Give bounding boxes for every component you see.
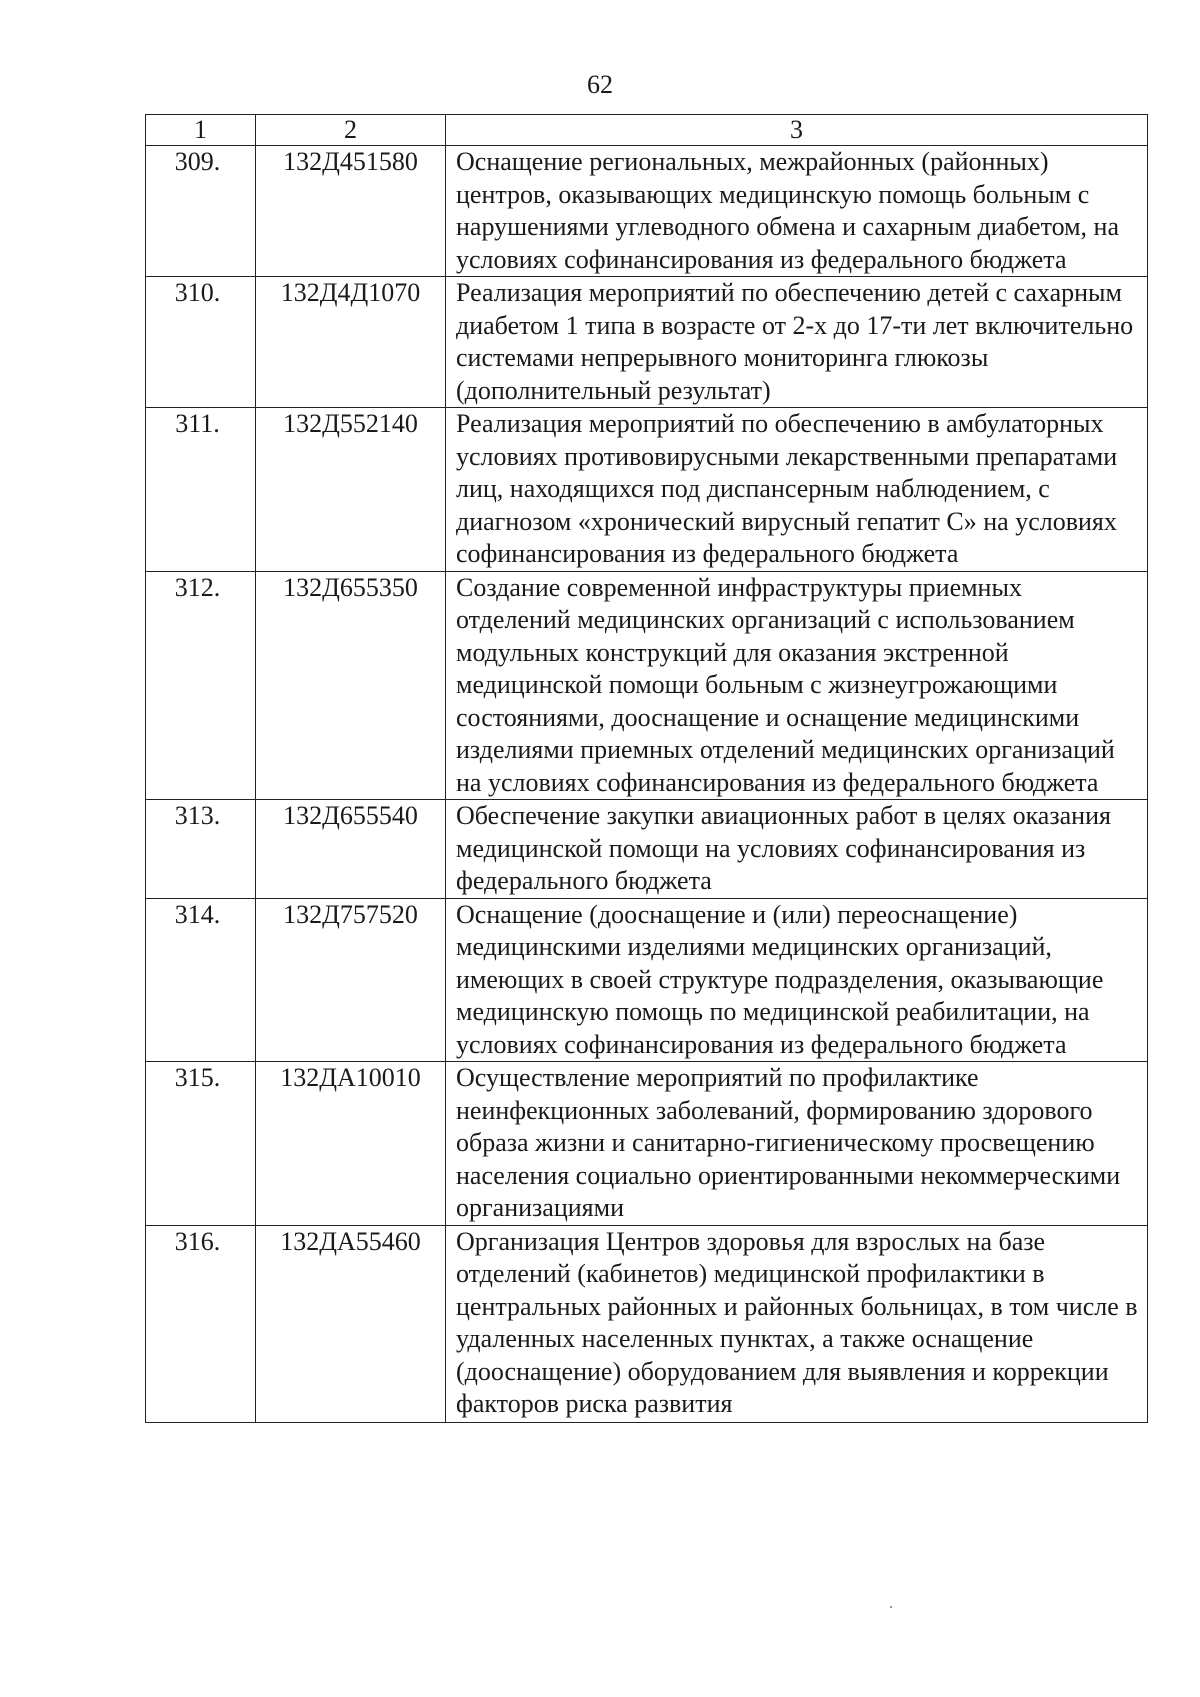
- row-description: Оснащение региональных, межрайонных (районных) центров, оказывающих медицинскую помощь больным с нарушениями углеводного обмена и сахарным диабетом, на условиях софинансирования из федерального бюджета: [446, 146, 1148, 277]
- row-number: 311.: [146, 408, 256, 572]
- row-code: 132Д655350: [256, 571, 446, 800]
- table-row: [146, 898, 1148, 1062]
- row-code: 132Д451580: [256, 146, 446, 277]
- row-code: 132ДА55460: [256, 1225, 446, 1422]
- row-code: 132ДА10010: [256, 1062, 446, 1226]
- row-code: 132Д757520: [256, 898, 446, 1062]
- column-header-2: 2: [256, 115, 446, 146]
- table-row: [146, 571, 1148, 800]
- row-number: 314.: [146, 898, 256, 1062]
- row-code: 132Д552140: [256, 408, 446, 572]
- row-code: 132Д655540: [256, 800, 446, 899]
- page-number: 62: [587, 70, 613, 99]
- row-description: Реализация мероприятий по обеспечению в амбулаторных условиях противовирусными лекарственными препаратами лиц, находящихся под диспансерным наблюдением, с диагнозом «хронический вирусный гепатит С» на условиях софинансирования из федерального бюджета: [446, 408, 1148, 572]
- row-description: Организация Центров здоровья для взрослых на базе отделений (кабинетов) медицинской профилактики в центральных районных и районных больницах, в том числе в удаленных населенных пунктах, а также оснащение (дооснащение) оборудованием для выявления и коррекции факторов риска развития: [446, 1225, 1148, 1422]
- row-number: 312.: [146, 571, 256, 800]
- row-number: 315.: [146, 1062, 256, 1226]
- table-row: [146, 408, 1148, 572]
- row-number: 309.: [146, 146, 256, 277]
- row-number: 313.: [146, 800, 256, 899]
- table-row: [146, 146, 1148, 277]
- table-header-row: [146, 115, 1148, 146]
- row-number: 310.: [146, 277, 256, 408]
- table-row: [146, 1225, 1148, 1422]
- budget-codes-table: [145, 114, 1148, 1423]
- column-header-3: 3: [446, 115, 1148, 146]
- table-row: [146, 1062, 1148, 1226]
- row-description: Реализация мероприятий по обеспечению детей с сахарным диабетом 1 типа в возрасте от 2-х до 17-ти лет включительно системами непрерывного мониторинга глюкозы (дополнительный результат): [446, 277, 1148, 408]
- table-row: [146, 277, 1148, 408]
- scan-speck: [890, 1606, 892, 1608]
- column-header-1: 1: [146, 115, 256, 146]
- row-code: 132Д4Д1070: [256, 277, 446, 408]
- row-description: Создание современной инфраструктуры приемных отделений медицинских организаций с использованием модульных конструкций для оказания экстренной медицинской помощи больным с жизнеугрожающими состояниями, дооснащение и оснащение медицинскими изделиями приемных отделений медицинских организаций на условиях софинансирования из федерального бюджета: [446, 571, 1148, 800]
- row-number: 316.: [146, 1225, 256, 1422]
- row-description: Оснащение (дооснащение и (или) переоснащение) медицинскими изделиями медицинских организаций, имеющих в своей структуре подразделения, оказывающие медицинскую помощь по медицинской реабилитации, на условиях софинансирования из федерального бюджета: [446, 898, 1148, 1062]
- row-description: Обеспечение закупки авиационных работ в целях оказания медицинской помощи на условиях софинансирования из федерального бюджета: [446, 800, 1148, 899]
- row-description: Осуществление мероприятий по профилактике неинфекционных заболеваний, формированию здорового образа жизни и санитарно-гигиеническому просвещению населения социально ориентированными некоммерческими организациями: [446, 1062, 1148, 1226]
- table-row: [146, 800, 1148, 899]
